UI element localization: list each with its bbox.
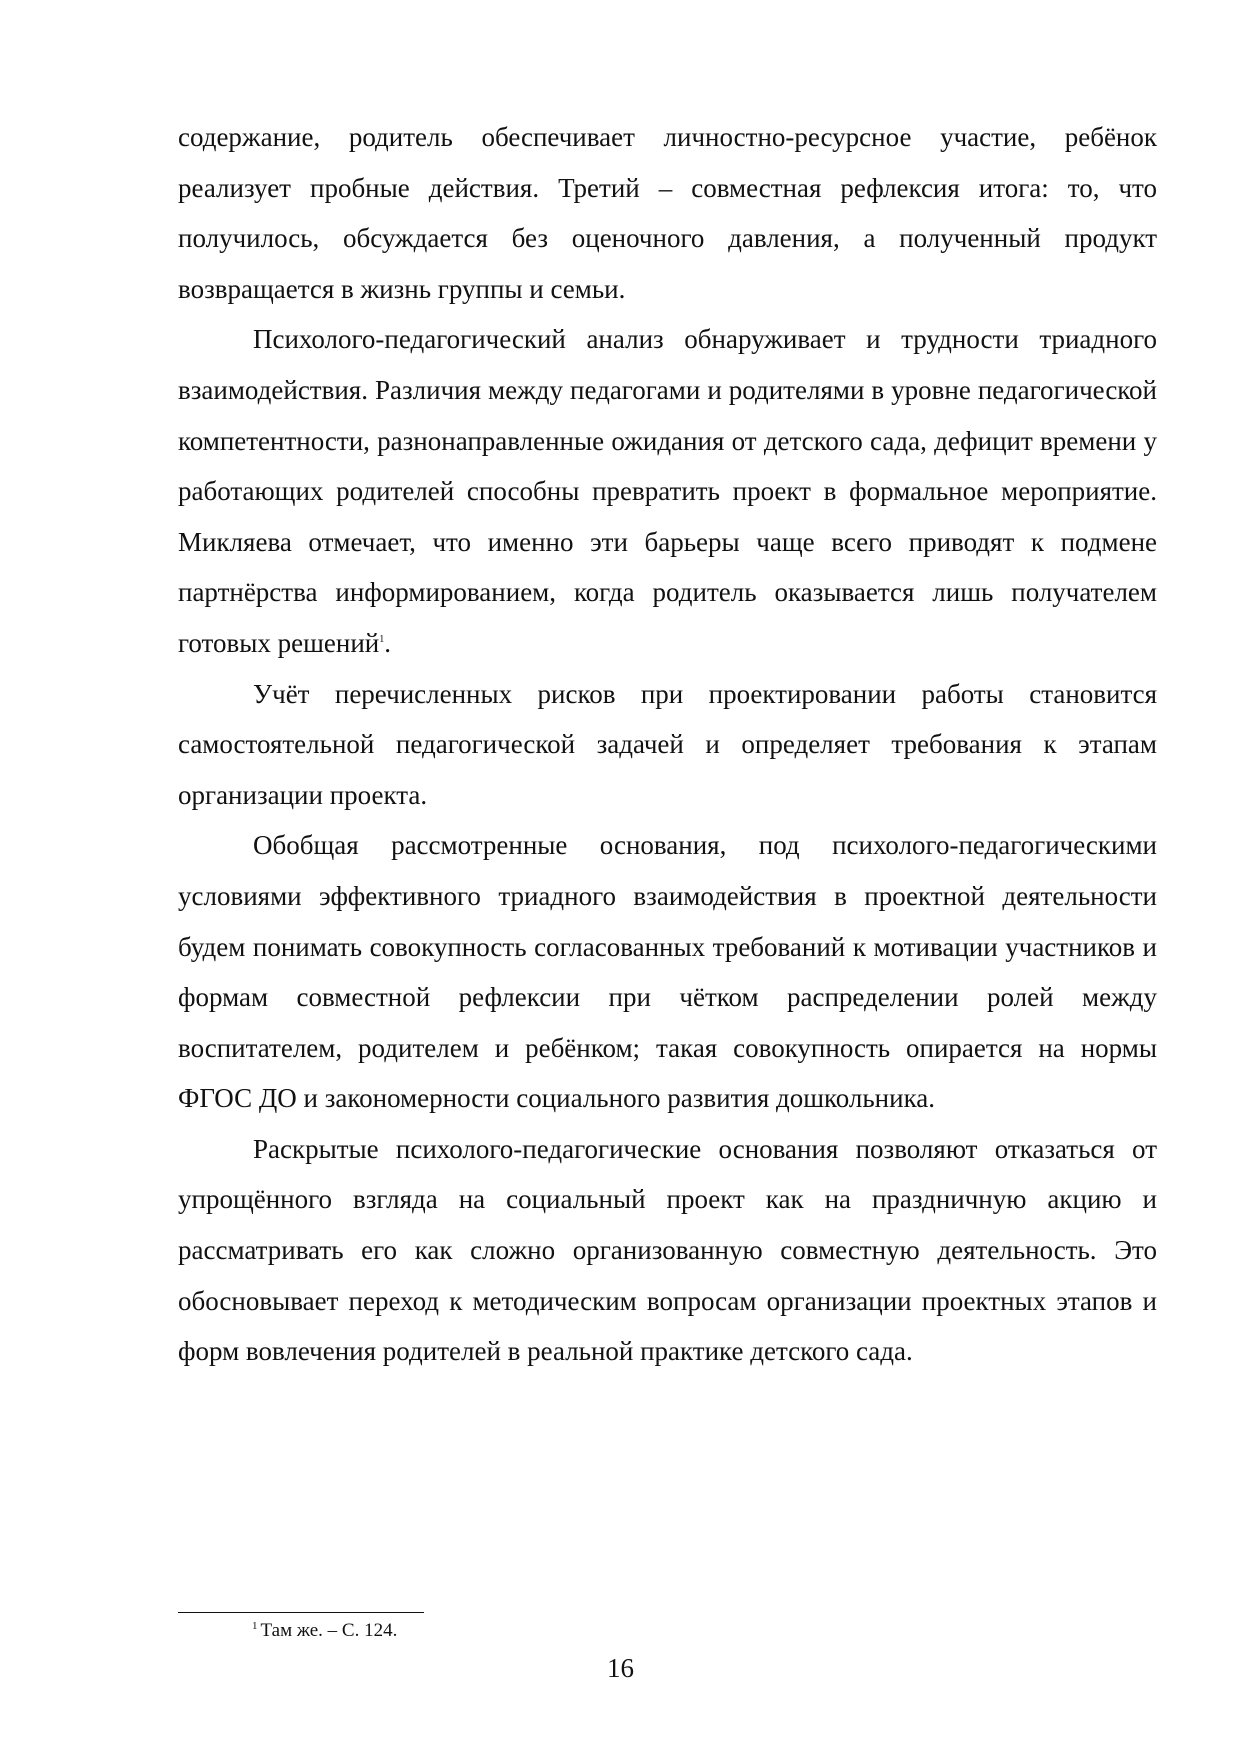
paragraph-text-after: . [384, 627, 391, 658]
footnote-separator [178, 1612, 424, 1613]
paragraph [178, 669, 1157, 821]
footnote-number: 1 [252, 1619, 258, 1632]
paragraph-continuation [178, 112, 1157, 314]
paragraph-text: Учёт перечисленных рисков при проектировании работы становится самостоятельной педагогической задачей и определяет требования к этапам организации проекта. [178, 678, 1157, 810]
body-text [178, 112, 1157, 1377]
paragraph-text: Психолого-педагогический анализ обнаруживает и трудности триадного взаимодействия. Различия между педагогами и родителями в уровне педагогической компетентности, разнонаправленные ожидания от детского сада, дефицит времени у работающих родителей способны превратить проект в формальное мероприятие. Микляева отмечает, что именно эти барьеры чаще всего приводят к подмене партнёрства информированием, когда родитель оказывается лишь получателем готовых решений [178, 324, 1157, 658]
paragraph-text: Раскрытые психолого-педагогические основания позволяют отказаться от упрощённого взгляда на социальный проект как на праздничную акцию и рассматривать его как сложно организованную совместную деятельность. Это обосновывает переход к методическим вопросам организации проектных этапов и форм вовлечения родителей в реальной практике детского сада. [178, 1133, 1157, 1367]
footnote [252, 1619, 397, 1643]
paragraph-text: Обобщая рассмотренные основания, под психолого-педагогическими условиями эффективного триадного взаимодействия в проектной деятельности будем понимать совокупность согласованных требований к мотивации участников и формам совместной рефлексии при чётком распределении ролей между воспитателем, родителем и ребёнком; такая совокупность опирается на нормы ФГОС ДО и закономерности социального развития дошкольника. [178, 830, 1157, 1114]
page-number: 16 [607, 1653, 634, 1683]
paragraph [178, 820, 1157, 1124]
paragraph-text: содержание, родитель обеспечивает личностно-ресурсное участие, ребёнок реализует пробные действия. Третий – совместная рефлексия итога: то, что получилось, обсуждается без оценочного давления, а полученный продукт возвращается в жизнь группы и семьи. [178, 122, 1157, 304]
paragraph [178, 314, 1157, 668]
paragraph [178, 1124, 1157, 1377]
footnote-text: Там же. – С. 124. [260, 1620, 398, 1641]
footnote-reference[interactable]: 1 [379, 633, 385, 645]
